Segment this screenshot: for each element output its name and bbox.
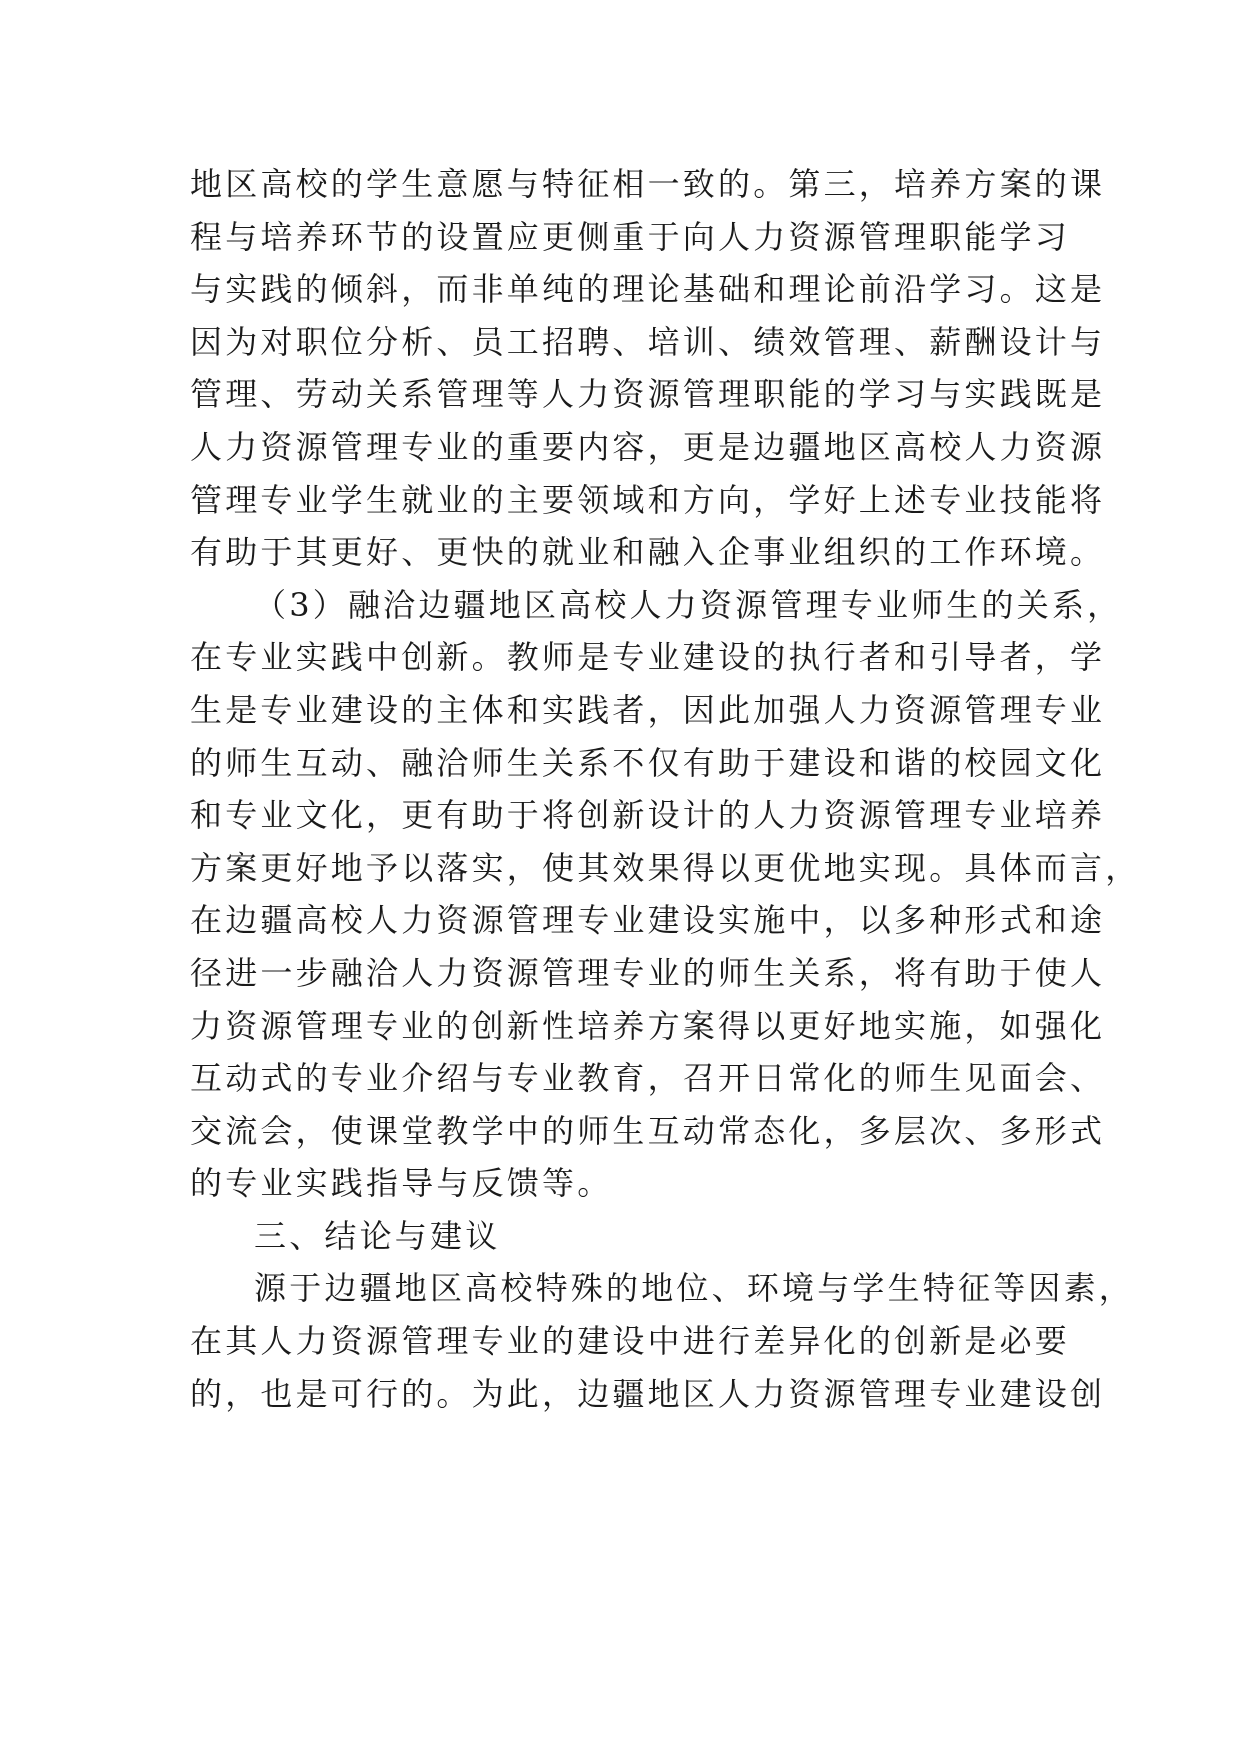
text-line: （3）融洽边疆地区高校人力资源管理专业师生的关系， (254, 585, 1123, 624)
text-line: 和专业文化，更有助于将创新设计的人力资源管理专业培养 (190, 796, 1106, 835)
text-line: 的师生互动、融洽师生关系不仅有助于建设和谐的校园文化 (190, 743, 1106, 782)
text-line: 与实践的倾斜，而非单纯的理论基础和理论前沿学习。这是 (190, 270, 1106, 309)
text-line: 管理、劳动关系管理等人力资源管理职能的学习与实践既是 (190, 375, 1106, 414)
text-line: 源于边疆地区高校特殊的地位、环境与学生特征等因素， (254, 1269, 1135, 1308)
text-line: 程与培养环节的设置应更侧重于向人力资源管理职能学习 (190, 217, 1071, 256)
text-line: 在其人力资源管理专业的建设中进行差异化的创新是必要 (190, 1322, 1071, 1361)
text-line: 方案更好地予以落实，使其效果得以更优地实现。具体而言， (190, 848, 1141, 887)
text-line: 因为对职位分析、员工招聘、培训、绩效管理、薪酬设计与 (190, 322, 1106, 361)
body-text (190, 158, 1141, 1420)
text-line: 管理专业学生就业的主要领域和方向，学好上述专业技能将 (190, 480, 1106, 519)
text-line: 交流会，使课堂教学中的师生互动常态化，多层次、多形式 (190, 1111, 1106, 1150)
text-line: 在专业实践中创新。教师是专业建设的执行者和引导者，学 (190, 638, 1106, 677)
text-line: 互动式的专业介绍与专业教育，召开日常化的师生见面会、 (190, 1059, 1106, 1098)
text-line: 的，也是可行的。为此，边疆地区人力资源管理专业建设创 (190, 1374, 1106, 1413)
text-line: 生是专业建设的主体和实践者，因此加强人力资源管理专业 (190, 690, 1106, 729)
text-line: 的专业实践指导与反馈等。 (190, 1164, 613, 1203)
text-line: 力资源管理专业的创新性培养方案得以更好地实施，如强化 (190, 1006, 1106, 1045)
text-line: 地区高校的学生意愿与特征相一致的。第三，培养方案的课 (190, 165, 1106, 203)
text-line: 有助于其更好、更快的就业和融入企事业组织的工作环境。 (190, 533, 1106, 572)
text-line: 人力资源管理专业的重要内容，更是边疆地区高校人力资源 (190, 427, 1106, 466)
text-line: 在边疆高校人力资源管理专业建设实施中，以多种形式和途 (190, 901, 1106, 940)
text-line: 径进一步融洽人力资源管理专业的师生关系，将有助于使人 (190, 953, 1106, 992)
text-line: 三、结论与建议 (254, 1216, 501, 1255)
